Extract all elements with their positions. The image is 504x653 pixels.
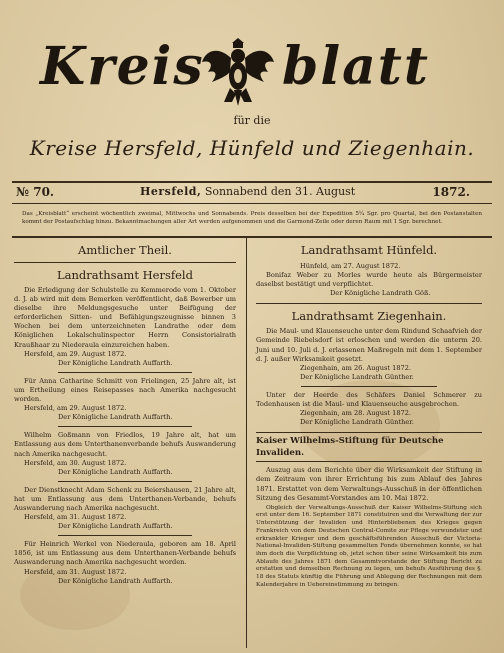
- right-column: [256, 240, 482, 589]
- issue-number: № 70.: [16, 185, 55, 199]
- office-heading-hersfeld: Landrathsamt Hersfeld: [57, 268, 193, 282]
- dateline-rule: [12, 203, 492, 204]
- notice-text: Die Erledigung der Schulstelle zu Kemmerode vom 1. Oktober d. J. ab wird mit dem Bemerken veröffentlicht, daß Bewerber um dieselbe ihre Meldungsgesuche unter Beifügung der erforderlichen Sitten- und Befähigungszeugnisse binnen 3 Wochen bei dem unterzeichneten Landrathe oder dem Königlichen Lokalschulinspector Herrn Consistorialrath Kraußhaar zu Niederaula einzureichen haben.: [14, 286, 236, 349]
- column-divider: [246, 238, 247, 648]
- notice-signature: Der Königliche Landrath Auffarth.: [58, 358, 173, 367]
- left-column: [14, 240, 236, 586]
- separator: [256, 303, 482, 304]
- foundation-section: [256, 432, 482, 462]
- issue-year: 1872.: [432, 185, 470, 199]
- notice-signature: Der Königliche Landrath Auffarth.: [58, 522, 173, 531]
- office-heading-huenfeld: Landrathsamt Hünfeld.: [300, 243, 438, 257]
- masthead-subtitle: für die: [233, 114, 271, 127]
- notice-signature: Der Königliche Landrath Günther.: [300, 372, 414, 381]
- header-rule: [12, 181, 492, 183]
- notice-rule: [12, 236, 492, 238]
- notice-date: Ziegenhain, am 28. August 1872.: [300, 409, 412, 418]
- office-heading-ziegenhain: Landrathsamt Ziegenhain.: [291, 309, 447, 324]
- report-body: Obgleich der Verwaltungs-Ausschuß der Kaiser Wilhelms-Stiftung sich erst unter dem 16. September 1871 constituiren und die Verwaltung der zur Unterstützung der Invaliden und Hinterbliebenen des Krieges gegen Frankreich von dem Deutschen Central-Comite zur Pflege verwundeter und erkrankter Krieger und dem geschäftsführenden Ausschuß der Victoria-National-Invaliden-Stiftung gesammelten Fonds übernehmen konnte, so hat ihm doch die Verpflichtung ob, jetzt schon über seine Wirksamkeit bis zum Ablaufe des Jahres 1871 dem Gesammtvorstande der Stiftung Bericht zu erstatten und demselben Rechnung zu legen, um behufs Ausführung des §. 18 des Statuts künftig die Führung und Ablegung der Rechnungen mit dem Kalenderjahre in Uebereinstimmung zu bringen.: [256, 504, 482, 588]
- notice-text: Die Maul- und Klauenseuche unter dem Rindund Schaafvieh der Gemeinde Riebelsdorf ist erloschen und werden die unterm 20. Juni und 10. Juli d. J. erlassenen Maßregeln mit dem 1. September d. J. außer Wirksamkeit gesetzt.: [256, 327, 482, 363]
- notice-date: Hersfeld, am 29. August 1872.: [24, 404, 127, 413]
- notice-date: Hersfeld, am 29. August 1872.: [24, 349, 127, 358]
- notice-signature: Der Königliche Landrath Auffarth.: [58, 576, 173, 585]
- issue-date: Sonnabend den 31. August: [204, 185, 356, 198]
- notice-signature: Der Königliche Landrath Auffarth.: [58, 467, 173, 476]
- notice-date: Ziegenhain, am 26. August 1872.: [300, 363, 412, 372]
- issue-place-date: [140, 185, 355, 198]
- masthead-title-right: blatt: [282, 36, 430, 97]
- notice-date: Hersfeld, am 31. August 1872.: [24, 513, 127, 522]
- notice-text: Der Dienstknecht Adam Schenk zu Beiershausen, 21 Jahre alt, hat um Entlassung aus dem Unterthanen-Verbande, behufs Auswanderung nach Amerika nachgesucht.: [14, 485, 236, 512]
- report-excerpt: Auszug aus dem Berichte über die Wirksamkeit der Stiftung in dem Zeitraum von ihrer Errichtung bis zum Ablauf des Jahres 1871. Erstattet von dem Verwaltungs-Ausschuß in der öffentlichen Sitzung des Gesammt-Vorstandes am 10. Mai 1872.: [256, 466, 482, 502]
- issue-place: Hersfeld,: [140, 185, 202, 198]
- notice-text: Wilhelm Goßmann von Friedlos, 19 Jahre alt, hat um Entlassung aus dem Unterthanenverbande behufs Auswanderung nach Amerika nachgesucht.: [14, 431, 236, 458]
- notice-text: Für Anna Catharine Schmitt von Frielingen, 25 Jahre alt, ist um Ertheilung eines Reisepasses nach Amerika nachgesucht worden.: [14, 376, 236, 404]
- notice-signature: Der Königliche Landrath Göß.: [330, 289, 431, 298]
- masthead-districts: Kreise Hersfeld, Hünfeld und Ziegenhain.: [29, 136, 475, 160]
- separator: [58, 372, 191, 373]
- notice-text: Für Heinrich Werkel von Niederaula, geboren am 18. April 1856, ist um Entlassung aus dem Unterthanen-Verbande behufs Auswanderung nach Amerika nachgesucht worden.: [14, 540, 236, 567]
- section-heading-foundation: Kaiser Wilhelms-Stiftung für Deutsche Invaliden.: [256, 436, 444, 459]
- separator: [58, 481, 191, 482]
- dateline: [12, 185, 492, 203]
- notice-signature: Der Königliche Landrath Auffarth.: [58, 413, 173, 422]
- separator: [14, 262, 236, 263]
- section-heading-official: Amtlicher Theil.: [78, 243, 172, 257]
- notice-date: Hersfeld, am 31. August 1872.: [24, 567, 127, 576]
- notice-text: Bonifaz Weber zu Morles wurde heute als Bürgermeister daselbst bestätigt und verpflichtet.: [256, 271, 482, 289]
- separator: [301, 386, 437, 387]
- masthead-title-left: Kreis: [40, 36, 205, 97]
- notice-date: Hünfeld, am 27. August 1872.: [300, 262, 401, 270]
- subscription-notice: Das „Kreisblatt“ erscheint wöchentlich zweimal, Mittwochs und Sonnabends. Preis desselben bei der Expedition 5¼ Sgr. pro Quartal, bei den Postanstalten kommt der Postaufschlag hinzu. Bekanntmachungen aller Art werden aufgenommen und die Garmond-Zeile oder deren Raum mit 1 Sgr. berechnet.: [22, 211, 482, 225]
- separator: [58, 426, 191, 427]
- masthead: [0, 28, 504, 160]
- notice-date: Hersfeld, am 30. August 1872.: [24, 458, 127, 467]
- notice-text: Unter der Heerde des Schäfers Daniel Schmerer zu Todenhausen ist die Maul- und Klauenseuche ausgebrochen.: [256, 390, 482, 409]
- separator: [58, 535, 191, 536]
- eagle-emblem-icon: [200, 32, 276, 112]
- notice-signature: Der Königliche Landrath Günther.: [300, 418, 414, 427]
